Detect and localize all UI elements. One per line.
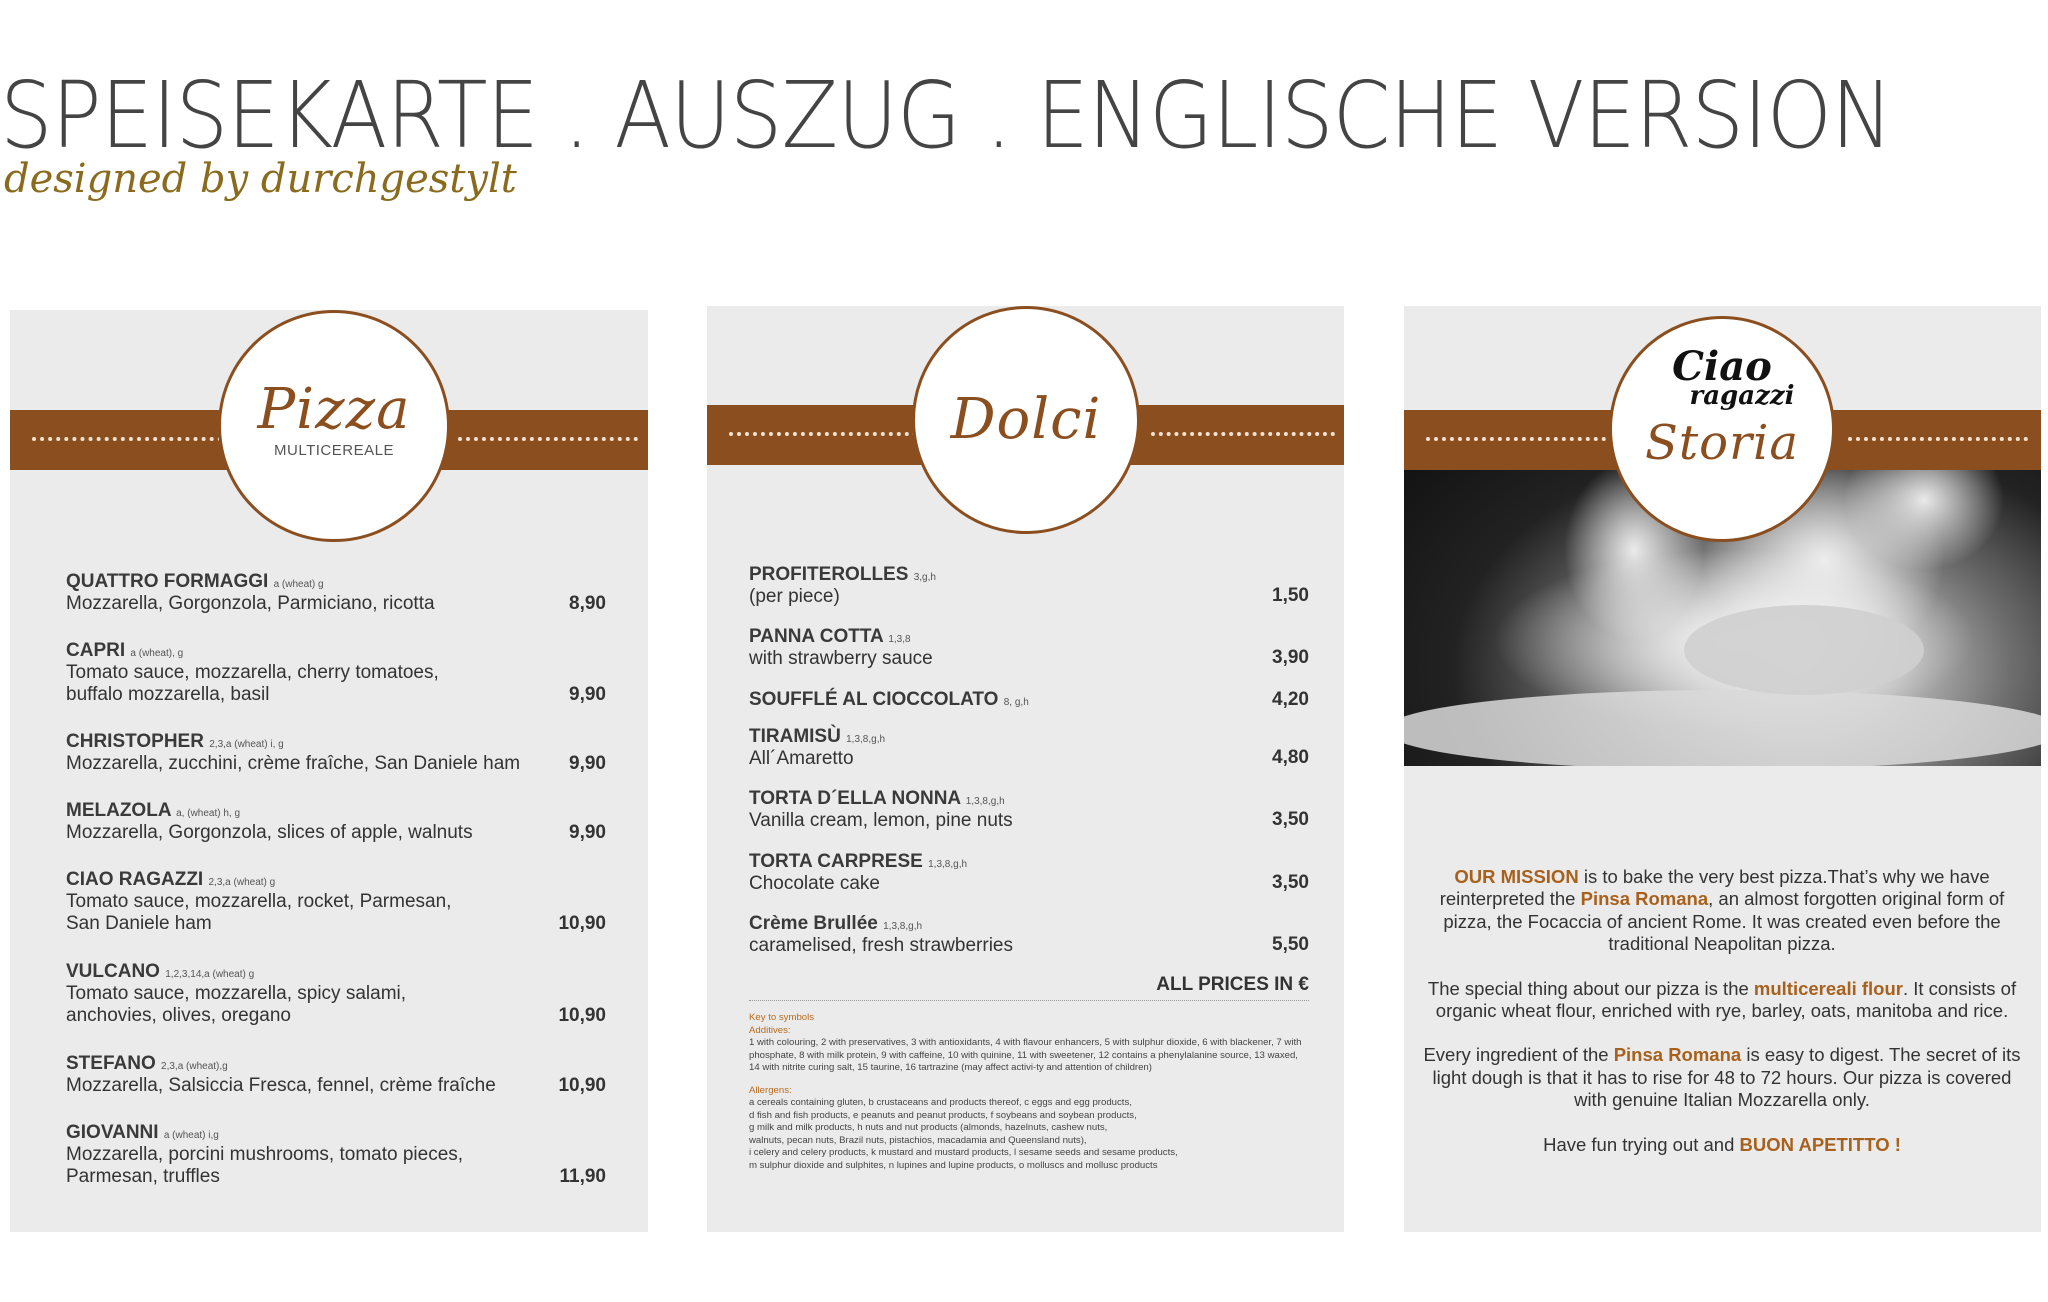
item-codes: 1,3,8,g,h xyxy=(883,921,923,932)
allergens-line: i celery and celery products, k mustard and mustard products, l sesame seeds and sesame products, xyxy=(749,1147,1178,1158)
item-price: 10,90 xyxy=(558,1075,606,1096)
storia-title-circle xyxy=(1609,316,1835,542)
dotted-line-right xyxy=(1848,437,2028,441)
item-description: Mozzarella, Salsiccia Fresca, fennel, crème fraîche xyxy=(66,1075,496,1096)
story-paragraph: The special thing about our pizza is the multicereali flour. It consists of organic wheat flour, enriched with rye, barley, oats, manitoba and rice. xyxy=(1427,977,2017,1022)
list-item xyxy=(66,640,606,706)
item-codes: 1,2,3,14,a (wheat) g xyxy=(165,969,255,980)
dotted-line-left xyxy=(1426,437,1606,441)
item-codes: a (wheat), g xyxy=(130,648,184,659)
item-name: PROFITEROLLES xyxy=(749,564,909,585)
dotted-line-left xyxy=(729,432,917,436)
item-codes: a, (wheat) h, g xyxy=(176,808,241,819)
list-item xyxy=(66,800,606,844)
item-price: 10,90 xyxy=(558,1005,606,1026)
allergens-line: d fish and fish products, e peanuts and peanut products, f soybeans and soybean products, xyxy=(749,1109,1137,1121)
pizza-title: Pizza xyxy=(257,377,411,442)
item-description: Mozzarella, Gorgonzola, slices of apple, walnuts xyxy=(66,822,473,843)
item-description: Tomato sauce, mozzarella, spicy salami, anchovies, olives, oregano xyxy=(66,983,407,1026)
additives-title: Additives: xyxy=(749,1024,791,1036)
item-codes: a (wheat) i,g xyxy=(163,1130,219,1141)
list-item xyxy=(66,731,606,775)
item-name: CAPRI xyxy=(66,640,126,661)
item-name: TORTA CARPRESE xyxy=(749,851,923,872)
dolci-menu-panel xyxy=(707,306,1344,1232)
item-description: Chocolate cake xyxy=(749,873,880,894)
key-title: Key to symbols xyxy=(749,1012,815,1023)
allergens-line: m sulphur dioxide and sulphites, n lupines and lupine products, o molluscs and mollusc products xyxy=(749,1159,1158,1171)
item-price: 3,90 xyxy=(1272,647,1309,668)
item-codes: 1,3,8,g,h xyxy=(965,796,1005,807)
item-codes: 3,g,h xyxy=(913,572,936,583)
item-price: 1,50 xyxy=(1272,585,1309,606)
item-price: 5,50 xyxy=(1272,934,1309,955)
item-description: caramelised, fresh strawberries xyxy=(749,935,1013,956)
dotted-line-left xyxy=(32,437,222,441)
item-price: 4,20 xyxy=(1272,689,1309,710)
item-description: Mozzarella, Gorgonzola, Parmiciano, ricotta xyxy=(66,593,435,614)
item-description: with strawberry sauce xyxy=(749,648,933,669)
dotted-line-right xyxy=(458,437,638,441)
story-text xyxy=(1422,866,2022,1178)
item-name: CHRISTOPHER xyxy=(66,731,204,752)
logo-line-2: ragazzi xyxy=(1689,381,1795,411)
additives-text: 1 with colouring, 2 with preservatives, 3 with antioxidants, 4 with flavour enhancers, 5 with sulphur dioxide, 6 with blackener, 7 with phosphate, 8 with milk protein, 9 with caffeine, 10 with quinine, 11 with sweetener, 12 contains a phenylalanine source, 13 waxed, 14 with nitrite curing salt, 15 taurine, 16 tartrazine (may affect activi-ty and attention of children) xyxy=(749,1037,1302,1073)
list-item xyxy=(749,564,1309,607)
item-name: VULCANO xyxy=(66,961,160,982)
list-item xyxy=(66,1122,606,1188)
item-name: CIAO RAGAZZI xyxy=(66,869,204,890)
page-title: SPEISEKARTE . AUSZUG . ENGLISCHE VERSION xyxy=(0,62,1893,169)
logo-line-1: Ciao xyxy=(1672,343,1772,390)
item-name: STEFANO xyxy=(66,1053,156,1074)
item-codes: 1,3,8,g,h xyxy=(928,859,968,870)
item-description: All´Amaretto xyxy=(749,748,854,769)
item-name: QUATTRO FORMAGGI xyxy=(66,571,269,592)
item-price: 3,50 xyxy=(1272,872,1309,893)
pizza-title-circle xyxy=(218,310,450,542)
list-item xyxy=(749,851,1309,894)
allergens-title: Allergens: xyxy=(749,1084,792,1096)
list-item xyxy=(66,961,606,1027)
pizza-menu-panel xyxy=(10,310,648,1232)
allergens-line: a cereals containing gluten, b crustaceans and products thereof, c eggs and egg products, xyxy=(749,1097,1132,1108)
item-price: 9,90 xyxy=(569,684,606,705)
list-item xyxy=(66,571,606,615)
item-codes: a (wheat) g xyxy=(273,579,324,590)
story-paragraph: OUR MISSION is to bake the very best pizza.That’s why we have reinterpreted the Pinsa Romana, an almost forgotten original form of pizza, the Focaccia of ancient Rome. It was created even before the traditional Neapolitan pizza. xyxy=(1439,866,2005,955)
storia-panel xyxy=(1404,306,2041,1232)
item-description: Mozzarella, porcini mushrooms, tomato pieces, Parmesan, truffles xyxy=(66,1144,464,1187)
item-description: (per piece) xyxy=(749,586,840,607)
item-price: 4,80 xyxy=(1272,747,1309,768)
item-price: 3,50 xyxy=(1272,809,1309,830)
dolci-title: Dolci xyxy=(950,387,1102,452)
key-to-symbols xyxy=(749,1012,1309,1172)
storia-title: Storia xyxy=(1645,415,1799,471)
item-description: Mozzarella, zucchini, crème fraîche, San Daniele ham xyxy=(66,753,521,774)
list-item xyxy=(749,689,1309,711)
dolci-title-circle xyxy=(912,306,1140,534)
prices-note: ALL PRICES IN € xyxy=(749,974,1309,1001)
story-paragraph: Every ingredient of the Pinsa Romana is easy to digest. The secret of its light dough is that it has to rise for 48 to 72 hours. Our pizza is covered with genuine Italian Mozzarella only. xyxy=(1423,1044,2021,1111)
list-item xyxy=(749,913,1309,956)
item-codes: 8, g,h xyxy=(1003,697,1029,708)
item-name: PANNA COTTA xyxy=(749,626,884,647)
item-name: TORTA D´ELLA NONNA xyxy=(749,788,961,809)
item-description: Tomato sauce, mozzarella, cherry tomatoes, buffalo mozzarella, basil xyxy=(66,662,439,705)
item-codes: 1,3,8,g,h xyxy=(846,734,886,745)
item-codes: 2,3,a (wheat),g xyxy=(161,1061,228,1072)
item-price: 9,90 xyxy=(569,753,606,774)
item-codes: 1,3,8 xyxy=(888,634,911,645)
pizza-subtitle: MULTICEREALE xyxy=(274,442,394,459)
item-price: 11,90 xyxy=(559,1166,606,1187)
item-codes: 2,3,a (wheat) g xyxy=(208,877,276,888)
list-item xyxy=(749,726,1309,769)
item-price: 8,90 xyxy=(569,593,606,614)
item-name: GIOVANNI xyxy=(66,1122,159,1143)
item-description: Tomato sauce, mozzarella, rocket, Parmesan, San Daniele ham xyxy=(66,891,452,934)
list-item xyxy=(66,869,606,935)
item-name: TIRAMISÙ xyxy=(749,726,841,747)
list-item xyxy=(749,788,1309,831)
item-price: 10,90 xyxy=(558,913,606,934)
list-item xyxy=(66,1053,606,1097)
item-codes: 2,3,a (wheat) i, g xyxy=(209,739,284,750)
list-item xyxy=(749,626,1309,669)
item-description: Vanilla cream, lemon, pine nuts xyxy=(749,810,1013,831)
dotted-line-right xyxy=(1151,432,1335,436)
allergens-line: walnuts, pecan nuts, Brazil nuts, pistachios, macadamia and Queensland nuts), xyxy=(749,1134,1087,1146)
ciao-ragazzi-logo xyxy=(1612,343,1832,411)
item-name: SOUFFLÉ AL CIOCCOLATO xyxy=(749,689,999,710)
item-name: Crème Brullée xyxy=(749,913,878,934)
item-price: 9,90 xyxy=(569,822,606,843)
allergens-line: g milk and milk products, h nuts and nut products (almonds, hazelnuts, cashew nuts, xyxy=(749,1122,1108,1133)
page-subtitle: designed by durchgestylt xyxy=(4,156,517,202)
story-paragraph: Have fun trying out and BUON APETITTO ! xyxy=(1543,1133,1901,1155)
item-name: MELAZOLA xyxy=(66,800,171,821)
